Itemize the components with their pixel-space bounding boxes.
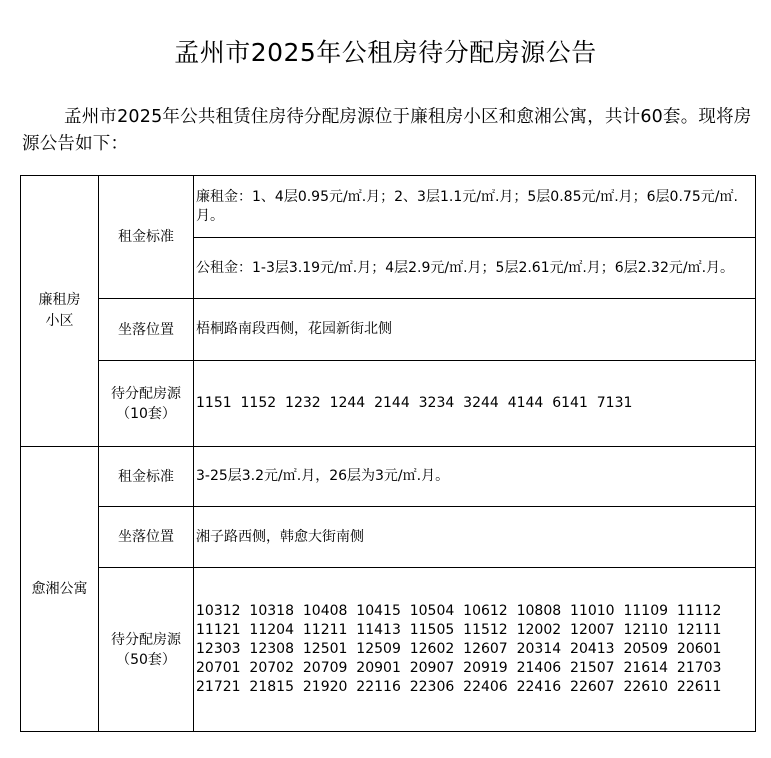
units-row: 11121 11204 11211 11413 11505 11512 12002 12007 12110 12111 [196, 622, 722, 638]
yuxiang-location [194, 507, 756, 568]
rent-label-text: 租金标准 [118, 468, 174, 485]
table-row [21, 568, 756, 732]
rent-gongzujin-text: 公租金：1-3层3.19元/㎡.月；4层2.9元/㎡.月；5层2.61元/㎡.月；6层2.32元/㎡.月。 [196, 259, 735, 276]
intro-paragraph: 孟州市2025年公共租赁住房待分配房源位于廉租房小区和愈湘公寓，共计60套。现将房源公告如下： [22, 107, 752, 154]
location-text: 梧桐路南段西侧，花园新街北侧 [196, 321, 392, 337]
units-list [196, 602, 753, 697]
rent-label-text: 租金标准 [118, 229, 174, 245]
lianzu-units-label [99, 361, 194, 447]
units-row: 21721 21815 21920 22116 22306 22406 22416 22607 22610 22611 [196, 679, 722, 695]
table-row [21, 299, 756, 361]
location-text: 湘子路西侧，韩愈大街南侧 [196, 528, 364, 545]
lianzu-rent-label [99, 176, 194, 299]
units-list: 1151 1152 1232 1244 2144 3234 3244 4144 6141 7131 [196, 395, 633, 411]
table-row [21, 361, 756, 447]
lianzu-location [194, 299, 756, 361]
location-label-text: 坐落位置 [118, 529, 174, 545]
housing-table [20, 175, 756, 732]
lianzu-units [194, 361, 756, 447]
units-label-text: 待分配房源 （50套） [111, 631, 181, 668]
rent-text: 3-25层3.2元/㎡.月，26层为3元/㎡.月。 [196, 468, 450, 484]
yuxiang-rent [194, 447, 756, 507]
lianzu-rent-lianzujin [194, 176, 756, 238]
location-label-text: 坐落位置 [118, 321, 174, 338]
yuxiang-units [194, 568, 756, 732]
table-row [21, 447, 756, 507]
units-row: 20701 20702 20709 20901 20907 20919 21406 21507 21614 21703 [196, 660, 722, 676]
group-yuxiang-name [21, 447, 99, 732]
table-row [21, 176, 756, 238]
page-title: 孟州市2025年公租房待分配房源公告 [174, 38, 597, 67]
units-label-text: 待分配房源 （10套） [111, 385, 181, 422]
group-lianzu-label: 廉租房 小区 [38, 292, 81, 329]
rent-lianzujin-text: 廉租金：1、4层0.95元/㎡.月；2、3层1.1元/㎡.月；5层0.85元/㎡.月；6层0.75元/㎡.月。 [196, 188, 738, 224]
yuxiang-rent-label [99, 447, 194, 507]
yuxiang-units-label [99, 568, 194, 732]
table-row [21, 507, 756, 568]
lianzu-location-label [99, 299, 194, 361]
lianzu-rent-gongzujin [194, 238, 756, 299]
group-lianzu-name [21, 176, 99, 447]
units-row: 12303 12308 12501 12509 12602 12607 20314 20413 20509 20601 [196, 641, 722, 657]
units-row: 10312 10318 10408 10415 10504 10612 10808 11010 11109 11112 [196, 603, 722, 619]
yuxiang-location-label [99, 507, 194, 568]
group-yuxiang-label: 愈湘公寓 [31, 580, 88, 597]
